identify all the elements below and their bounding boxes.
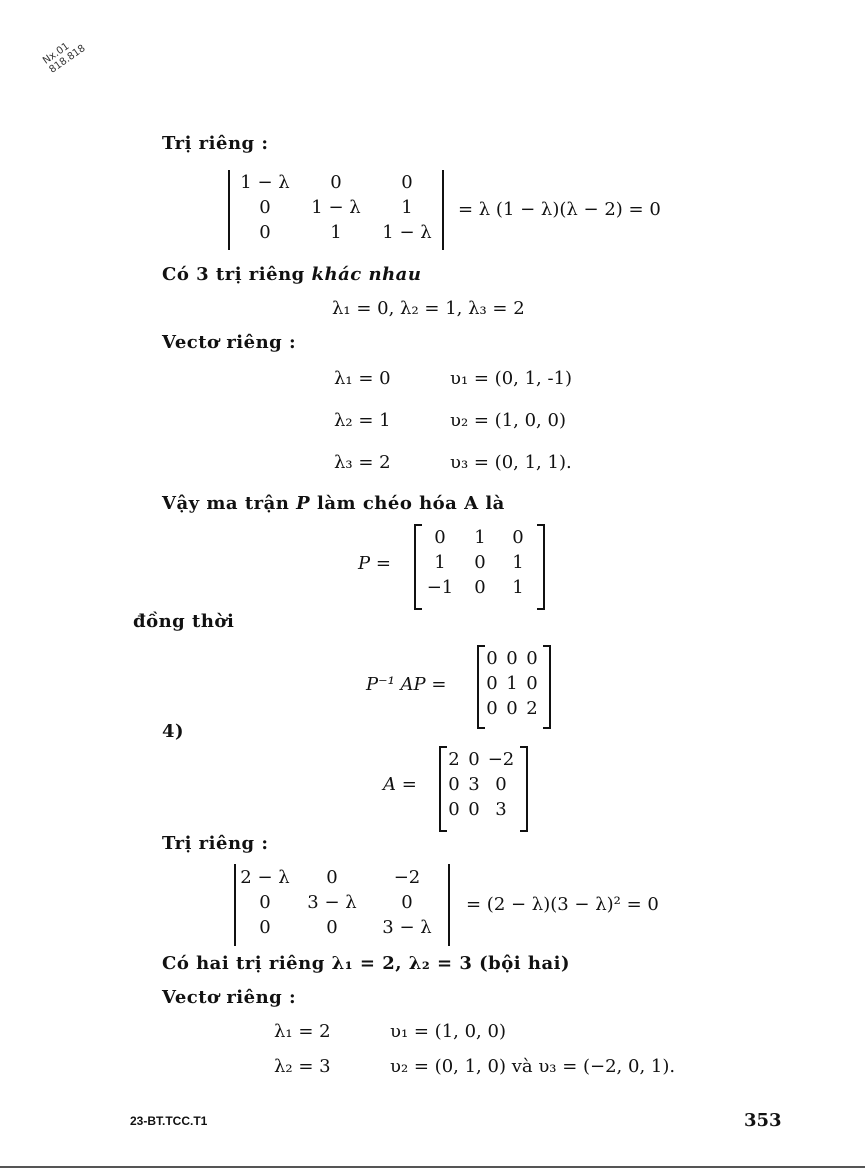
library-stamp: Nx.01 818.818 xyxy=(41,40,88,76)
eigenvalues-list-1: λ₁ = 0, λ₂ = 1, λ₃ = 2 xyxy=(332,298,525,319)
simultaneously-text: đồng thời xyxy=(133,611,235,632)
eigenvector-heading-2: Vectơ riêng : xyxy=(162,987,297,1008)
vector-3: υ₃ = (0, 1, 1). xyxy=(450,452,572,473)
eigenvector-heading-1: Vectơ riêng : xyxy=(162,332,297,353)
two-eigenvalues-line: Có hai trị riêng λ₁ = 2, λ₂ = 3 (bội hai) xyxy=(162,953,570,974)
characteristic-equation-2: = (2 − λ)(3 − λ)² = 0 xyxy=(466,894,659,915)
pap-label: P⁻¹ AP = xyxy=(366,674,447,695)
p-bracket-right xyxy=(537,524,545,610)
bottom-rule xyxy=(0,1166,865,1168)
vector-2-2: υ₂ = (0, 1, 0) và υ₃ = (−2, 0, 1). xyxy=(390,1056,676,1077)
eigenvalue-heading-2: Trị riêng : xyxy=(162,833,269,854)
det-bar-left-2 xyxy=(234,864,236,946)
det-bar-right-2 xyxy=(448,864,450,946)
page-number: 353 xyxy=(744,1110,782,1131)
lambda-3: λ₃ = 2 xyxy=(334,452,391,473)
diagonalization-statement: Vậy ma trận P làm chéo hóa A là xyxy=(162,493,505,514)
pap-matrix: 0 0 0 0 1 0 0 0 2 xyxy=(486,648,538,719)
footer-code: 23-BT.TCC.T1 xyxy=(130,1114,208,1128)
p-matrix-label: P = xyxy=(358,553,391,574)
determinant-2: 2 − λ 0 −2 0 3 − λ 0 0 0 3 − λ xyxy=(240,867,432,938)
eigenvalue-heading-1: Trị riêng : xyxy=(162,133,269,154)
vector-1: υ₁ = (0, 1, -1) xyxy=(450,368,573,389)
a-matrix-label: A = xyxy=(383,774,417,795)
vector-2-1: υ₁ = (1, 0, 0) xyxy=(390,1021,506,1042)
a-matrix: 2 0 −2 0 3 0 0 0 3 xyxy=(448,749,515,820)
characteristic-equation-1: = λ (1 − λ)(λ − 2) = 0 xyxy=(458,199,661,220)
lambda-2: λ₂ = 1 xyxy=(334,410,391,431)
determinant-1: 1 − λ 0 0 0 1 − λ 1 0 1 1 − λ xyxy=(240,172,432,243)
vector-2: υ₂ = (1, 0, 0) xyxy=(450,410,566,431)
a-bracket-right xyxy=(520,746,528,832)
det-bar-left-1 xyxy=(228,170,230,250)
det-bar-right-1 xyxy=(442,170,444,250)
lambda-1: λ₁ = 0 xyxy=(334,368,391,389)
lambda-2-1: λ₁ = 2 xyxy=(274,1021,331,1042)
p-matrix: 0 1 0 1 0 1 −1 0 1 xyxy=(426,527,524,598)
problem-number: 4) xyxy=(162,721,185,742)
distinct-eigenvalues-line: Có 3 trị riêng khác nhau xyxy=(162,264,422,285)
lambda-2-2: λ₂ = 3 xyxy=(274,1056,331,1077)
pap-bracket-right xyxy=(543,645,551,729)
